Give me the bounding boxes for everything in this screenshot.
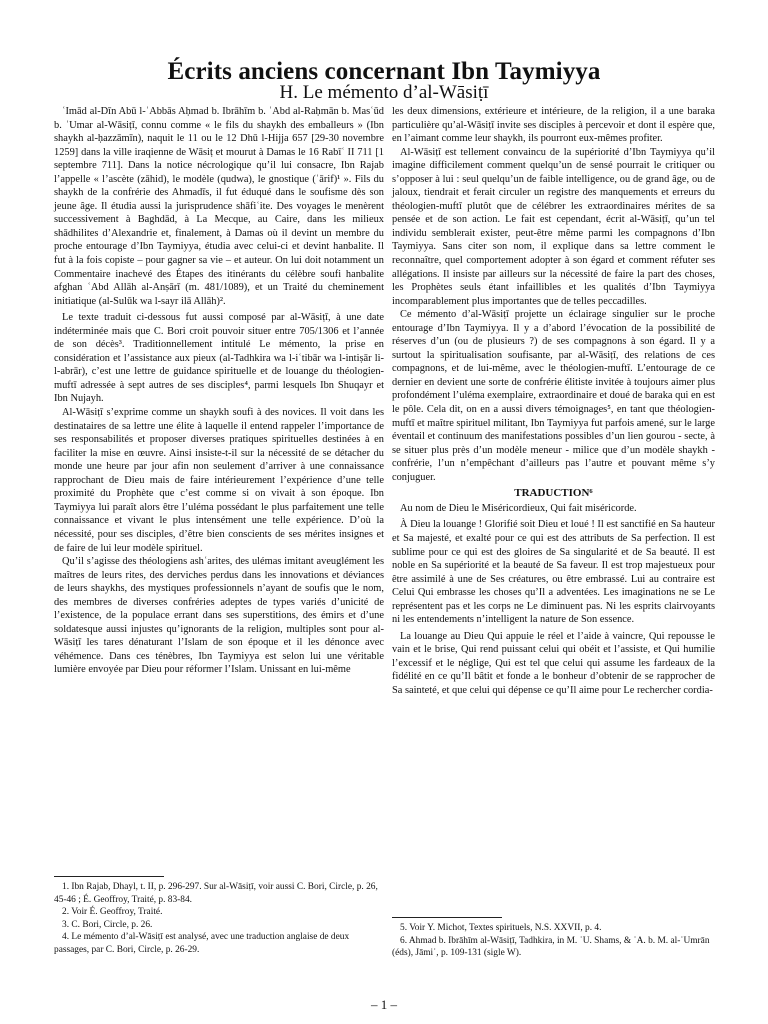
left-paragraph: Le texte traduit ci-dessous fut aussi composé par al-Wāsiṭī, à une date indéterminée mais que C. Bori croit pouvoir situer entre 705/1306 et l’année de son décès³. Traditionnellement intitulé Le mémento, la prise en considération et l’assistance aux pieux (al-Tadhkira wa l-iʿtibār wa l-intiṣār li-l-abrār), c’est une lettre de guidance spirituelle et de louange du théologien-muftī adressée à sept autres de ses disciples⁴, parmi lesquels Ibn Shuqayr et Ibn Nujayh. <box>54 312 384 405</box>
translation-paragraph: Au nom de Dieu le Miséricordieux, Qui fait miséricorde. <box>400 502 637 514</box>
right-paragraph: Al-Wāsiṭī est tellement convaincu de la supériorité d’Ibn Taymiyya qu’il imagine difficilement comment quelqu’un de sensé pourrait le critiquer ou s’opposer à lui : seul quelqu’un de faible intelligence, ou de grand âge, ou de jaloux, tiendrait et ferait circuler un registre des manquements et erreurs du théologien-muftī plutôt que de célébrer les extraordinaires mérites de sa pensée et de son action. Le fait est cependant, écrit al-Wāsiṭī, qu’un tel individu semblerait exister, peut-être même parmi les compagnons d’Ibn Taymiyya. Sans citer son nom, il explique dans sa lettre comment le reconnaître, quel comportement adopter à son égard et comment réfuter ses allégations. Il insiste par ailleurs sur la nécessité de faire la part des choses, les Prophètes seuls étant infaillibles et les qualités d’Ibn Taymiyya incomparablement plus importantes que de telles peccadilles. <box>392 146 715 307</box>
footnote: 5. Voir Y. Michot, Textes spirituels, N.S. XXVII, p. 4. <box>400 923 602 933</box>
footnote-rule <box>54 876 164 877</box>
footnote: 2. Voir É. Geoffroy, Traité. <box>62 907 163 918</box>
footnote: 3. C. Bori, Circle, p. 26. <box>62 919 153 930</box>
footnote: 4. Le mémento d’al-Wāsiṭī est analysé, avec une traduction anglaise de deux passages, par C. Bori, Circle, p. 26-29. <box>54 932 350 955</box>
translation-paragraph: La louange au Dieu Qui appuie le réel et l’aide à vaincre, Qui repousse le vain et le brise, Qui rend puissant celui qui obéit et l’assiste, et Qui humilie l’excessif et le néglige, Qui est tel que celui qui assume les fardeaux de la fidélité en ce qu’Il bâtit et fonde a le bonheur d’obtenir de se rapprocher de Sa sainteté, et que celui qui dépense ce qu’Il aime pour Le rechercher cordia- <box>392 630 715 696</box>
footnote-rule <box>392 917 502 918</box>
footnotes-right <box>392 917 715 960</box>
footnotes-left <box>54 876 384 957</box>
translation-paragraph: À Dieu la louange ! Glorifié soit Dieu et loué ! Il est sanctifié en Sa hauteur et Sa majesté, et exalté pour ce qui est des attributs de Sa perfection. Il est sublime pour ce qui est des gloires de Sa singularité et de Sa beauté. Il est noble en Sa supériorité et la beauté de Sa faveur. Il est trop majestueux pour être assimilé à une de Ses créatures, ou être embrassé. Lui au contraire est Celui Qui embrasse les choses qu’Il a adventées. Les imaginations ne se Le représentent pas et les corps ne Le diminuent pas. Ni les esprits clairvoyants ni les entendements n’intelligent la nature de Son essence. <box>392 519 715 626</box>
section-subtitle: H. Le mémento d’al-Wāsiṭī <box>279 82 489 103</box>
right-paragraph: Ce mémento d’al-Wāsiṭī projette un éclairage singulier sur le proche entourage d’Ibn Taymiyya. Il y a d’abord l’évocation de la possibilité de réserves d’un (ou de plusieurs ?) de ses compagnons à son égard. Il y a surtout la spiritualisation soufisante, par al-Wāsiṭī, des relations de ces compagnons, et de lui-même, avec le théologien-muftī. L’entourage de ce dernier en devient une sorte de confrérie élitiste invitée à toujours aimer plus profondément l’uléma exemplaire, extraordinaire et doué de baraka qui en est le pôle. Cela dit, on en a aussi divers témoignages⁵, en tant que théologien-muftī et maître spirituel militant, Ibn Taymiyya fut parfois amené, sur le large éventail et continuum des manifestations possibles d’un lien gourou - secte, à se situer plus près d’un modèle meneur - milice que d’un modèle shaykh - confrérie, l’un n’empêchant d’ailleurs pas l’autre et pouvant même s’y conjuguer. <box>392 309 715 483</box>
right-column <box>392 105 715 698</box>
right-paragraph: les deux dimensions, extérieure et intérieure, de la religion, il a une baraka particulière qu’al-Wāsiṭī invite ses disciples à percevoir et dont il espère que, en l’aimant comme leur shaykh, ils pourront eux-mêmes profiter. <box>392 106 715 145</box>
left-paragraph: ʿImād al-Dīn Abū l-ʿAbbās Aḥmad b. Ibrāhīm b. ʿAbd al-Raḥmān b. Masʿūd b. ʿUmar al-Wāsiṭī, connu comme « le fils du shaykh des emballeurs » (Ibn shaykh al-ḥazzāmīn), naquit le 11 ou le 12 Dhū l-Hijja 657 [29-30 novembre 1259] dans la ville iraqienne de Wāsiṭ et mourut à Damas le 16 Rabīʿ II 711 [1 septembre 711]. Dans la notice nécrologique qu’il lui consacre, Ibn Rajab l’appelle « l’ascète (zāhid), le modèle (qudwa), le gnostique (ʿārif)¹ ». Fils du shaykh de la confrérie des Ahmadīs, il fut éduqué dans le soufisme dès son jeune âge. Il étudia aussi la jurisprudence shāfiʿite. Des voyages le menèrent successivement à Baghdād, à La Mecque, au Caire, dans les milieux shādhilites d’Alexandrie et, finalement, à Damas où il devint un membre du proche entourage d’Ibn Taymiyya, étudia avec celui-ci et devint hanbalite. Il fut à la fois copiste – pour gagner sa vie – et auteur. On lui doit notamment un Commentaire inachevé des Étapes des itinérants du célèbre soufi hanbalite afghan ʿAbd Allāh al-Anṣārī (m. 481/1089), et un Traité du cheminement initiatique (al-Sulūk wa l-sayr ilā Allāh)². <box>54 106 384 307</box>
translation-heading: TRADUCTION⁶ <box>514 487 593 500</box>
page-number: – 1 – <box>371 997 397 1012</box>
footnote: 6. Ahmad b. Ibrāhīm al-Wāsiṭī, Tadhkira, in M. ʿU. Shams, & ʿA. b. M. al-ʿUmrān (éds), Jāmiʿ, p. 109-131 (sigle W). <box>392 935 710 959</box>
page-title: Écrits anciens concernant Ibn Taymiyya <box>167 58 601 85</box>
left-paragraph: Qu’il s’agisse des théologiens ashʿarites, des ulémas imitant aveuglément les maîtres de leurs rites, des derviches perdus dans les innovations et déviances de leurs shaykhs, des mystiques professionnels n’ayant de soufis que le nom, des membres de diverses confréries adeptes de types variés d’unicité de l’existence, de la populace errant dans ses superstitions, des émirs et d’une soldatesque aussi injustes qu’ignorants de la religion, multiples sont pour al-Wāsiṭī les tares dénaturant l’Islam de son époque et il les dénonce avec véhémence. Dans ces ténèbres, Ibn Taymiyya est selon lui une véritable lumière envoyée par Dieu pour réformer l’Islam. Unissant en lui-même <box>54 556 384 676</box>
left-column <box>54 105 384 677</box>
footnote: 1. Ibn Rajab, Dhayl, t. II, p. 296-297. Sur al-Wāsiṭī, voir aussi C. Bori, Circle, p. 26, 45-46 ; É. Geoffroy, Traité, p. 83-84. <box>54 882 378 905</box>
left-paragraph: Al-Wāsiṭī s’exprime comme un shaykh soufi à des novices. Il voit dans les destinataires de sa lettre une élite à laquelle il entend rappeler l’importance de ses responsabilités et proposer diverses pratiques spirituelles destinées à en faciliter la mise en œuvre. Ainsi insiste-t-il sur la nécessité de se détacher du monde une heure par jour afin non seulement d’arriver à une connaissance rapprochant de Dieu mais de faire intérieurement l’expérience d’une telle proximité du Prophète que c’est comme si on vivait à son époque. Ibn Taymiyya lui paraît alors être l’uléma possédant le plus parfaitement une telle connaissance et vivant le plus intensément une telle expérience. D’où la nécessité, pour ses disciples, d’être bien conscients de ses mérites insignes et de faire de lui leur modèle spirituel. <box>54 407 384 554</box>
